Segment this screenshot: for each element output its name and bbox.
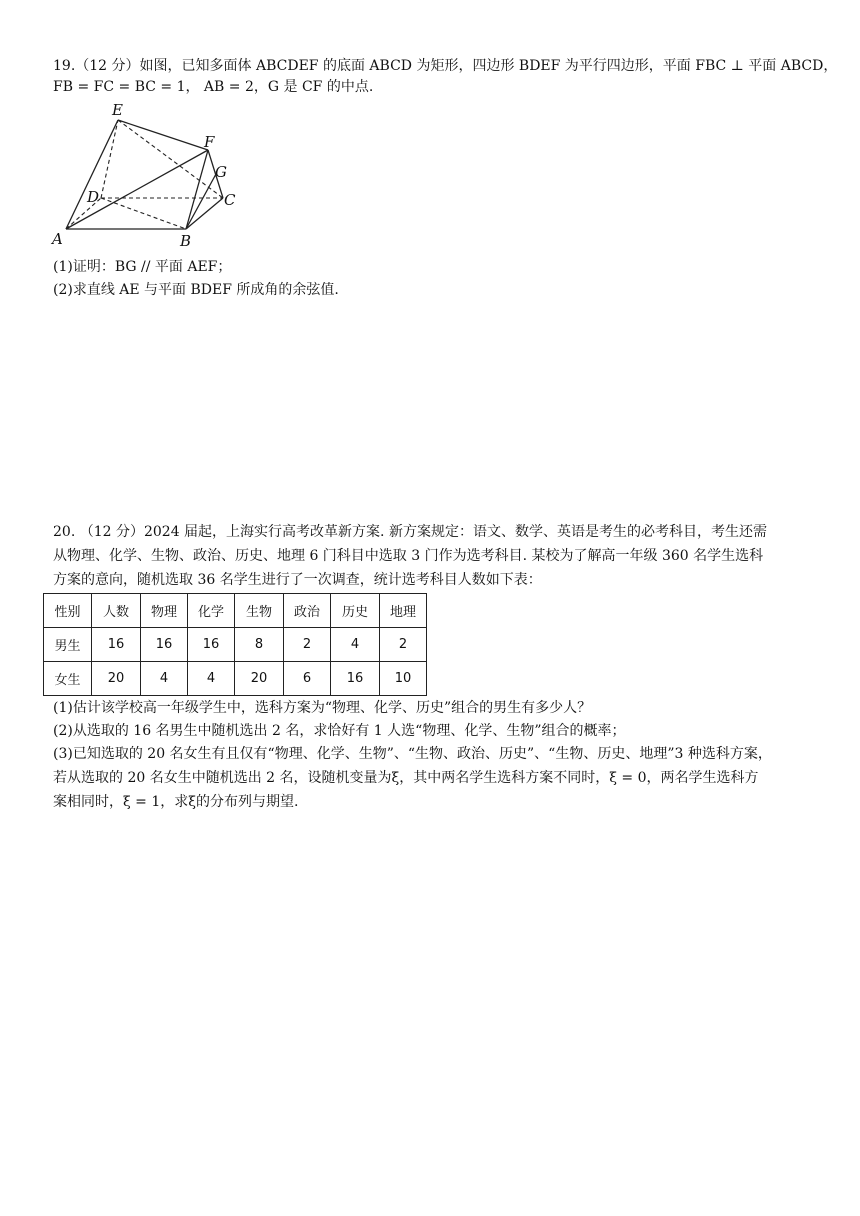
q20-part-3-line-1: (3)已知选取的 20 名女生有且仅有“物理、化学、生物”、“生物、政治、历史”、“生物、历史、地理”3 种选科方案， bbox=[53, 746, 772, 762]
edge-BF bbox=[186, 150, 208, 229]
table-cell: 8 bbox=[235, 628, 284, 662]
q19-stem-line-2: FB = FC = BC = 1， AB = 2，G 是 CF 的中点. bbox=[53, 79, 374, 95]
table-header-cell: 历史 bbox=[331, 594, 380, 628]
q20-stem-line-1: 20. （12 分）2024 届起，上海实行高考改革新方案. 新方案规定：语文、数学、英语是考生的必考科目，考生还需 bbox=[53, 524, 767, 540]
table-cell: 16 bbox=[141, 628, 188, 662]
table-cell: 4 bbox=[141, 662, 188, 696]
q19-part-2: (2)求直线 AE 与平面 BDEF 所成角的余弦值. bbox=[53, 282, 339, 298]
label-C: C bbox=[224, 191, 236, 209]
table-header-cell: 地理 bbox=[380, 594, 427, 628]
table-cell: 2 bbox=[284, 628, 331, 662]
q19-polyhedron-figure bbox=[40, 98, 250, 250]
table-cell: 2 bbox=[380, 628, 427, 662]
table-cell: 男生 bbox=[44, 628, 92, 662]
table-header-cell: 物理 bbox=[141, 594, 188, 628]
label-F: F bbox=[204, 133, 215, 151]
table-row bbox=[44, 628, 427, 662]
table-header-cell: 性别 bbox=[44, 594, 92, 628]
q20-stem-line-2: 从物理、化学、生物、政治、历史、地理 6 门科目中选取 3 门作为选考科目. 某校为了解高一年级 360 名学生选科 bbox=[53, 548, 764, 564]
table-header-cell: 化学 bbox=[188, 594, 235, 628]
table-header-cell: 政治 bbox=[284, 594, 331, 628]
q20-part-1: (1)估计该学校高一年级学生中，选科方案为“物理、化学、历史”组合的男生有多少人？ bbox=[53, 700, 592, 716]
q20-subject-table bbox=[43, 593, 427, 696]
label-D: D bbox=[87, 188, 100, 206]
edge-AE bbox=[66, 120, 118, 229]
q20-part-3-line-2: 若从选取的 20 名女生中随机选出 2 名，设随机变量为ξ，其中两名学生选科方案不同时，ξ = 0，两名学生选科方 bbox=[53, 770, 759, 786]
table-cell: 4 bbox=[331, 628, 380, 662]
q19-part-1: (1)证明：BG // 平面 AEF； bbox=[53, 259, 232, 275]
q19-stem-line-1: 19.（12 分）如图，已知多面体 ABCDEF 的底面 ABCD 为矩形，四边形 BDEF 为平行四边形，平面 FBC ⊥ 平面 ABCD， bbox=[53, 58, 838, 74]
q20-part-3-line-3: 案相同时，ξ = 1，求ξ的分布列与期望. bbox=[53, 794, 299, 810]
table-cell: 6 bbox=[284, 662, 331, 696]
edge-EC bbox=[118, 120, 223, 198]
q20-part-2: (2)从选取的 16 名男生中随机选出 2 名，求恰好有 1 人选“物理、化学、生物”组合的概率； bbox=[53, 723, 626, 739]
table-cell: 20 bbox=[235, 662, 284, 696]
label-A: A bbox=[52, 230, 63, 248]
label-G: G bbox=[215, 163, 227, 181]
table-row bbox=[44, 662, 427, 696]
table-header-cell: 生物 bbox=[235, 594, 284, 628]
table-header-cell: 人数 bbox=[92, 594, 141, 628]
edge-BG bbox=[186, 174, 216, 229]
label-E: E bbox=[112, 101, 123, 119]
table-cell: 女生 bbox=[44, 662, 92, 696]
table-cell: 16 bbox=[92, 628, 141, 662]
table-cell: 20 bbox=[92, 662, 141, 696]
edge-EF bbox=[118, 120, 208, 150]
table-cell: 16 bbox=[331, 662, 380, 696]
q20-stem-line-3: 方案的意向，随机选取 36 名学生进行了一次调查，统计选考科目人数如下表： bbox=[53, 572, 542, 588]
edge-DE bbox=[101, 120, 118, 198]
table-cell: 10 bbox=[380, 662, 427, 696]
edge-BC bbox=[186, 198, 223, 229]
label-B: B bbox=[180, 232, 192, 250]
table-header-row bbox=[44, 594, 427, 628]
table-cell: 4 bbox=[188, 662, 235, 696]
table-cell: 16 bbox=[188, 628, 235, 662]
